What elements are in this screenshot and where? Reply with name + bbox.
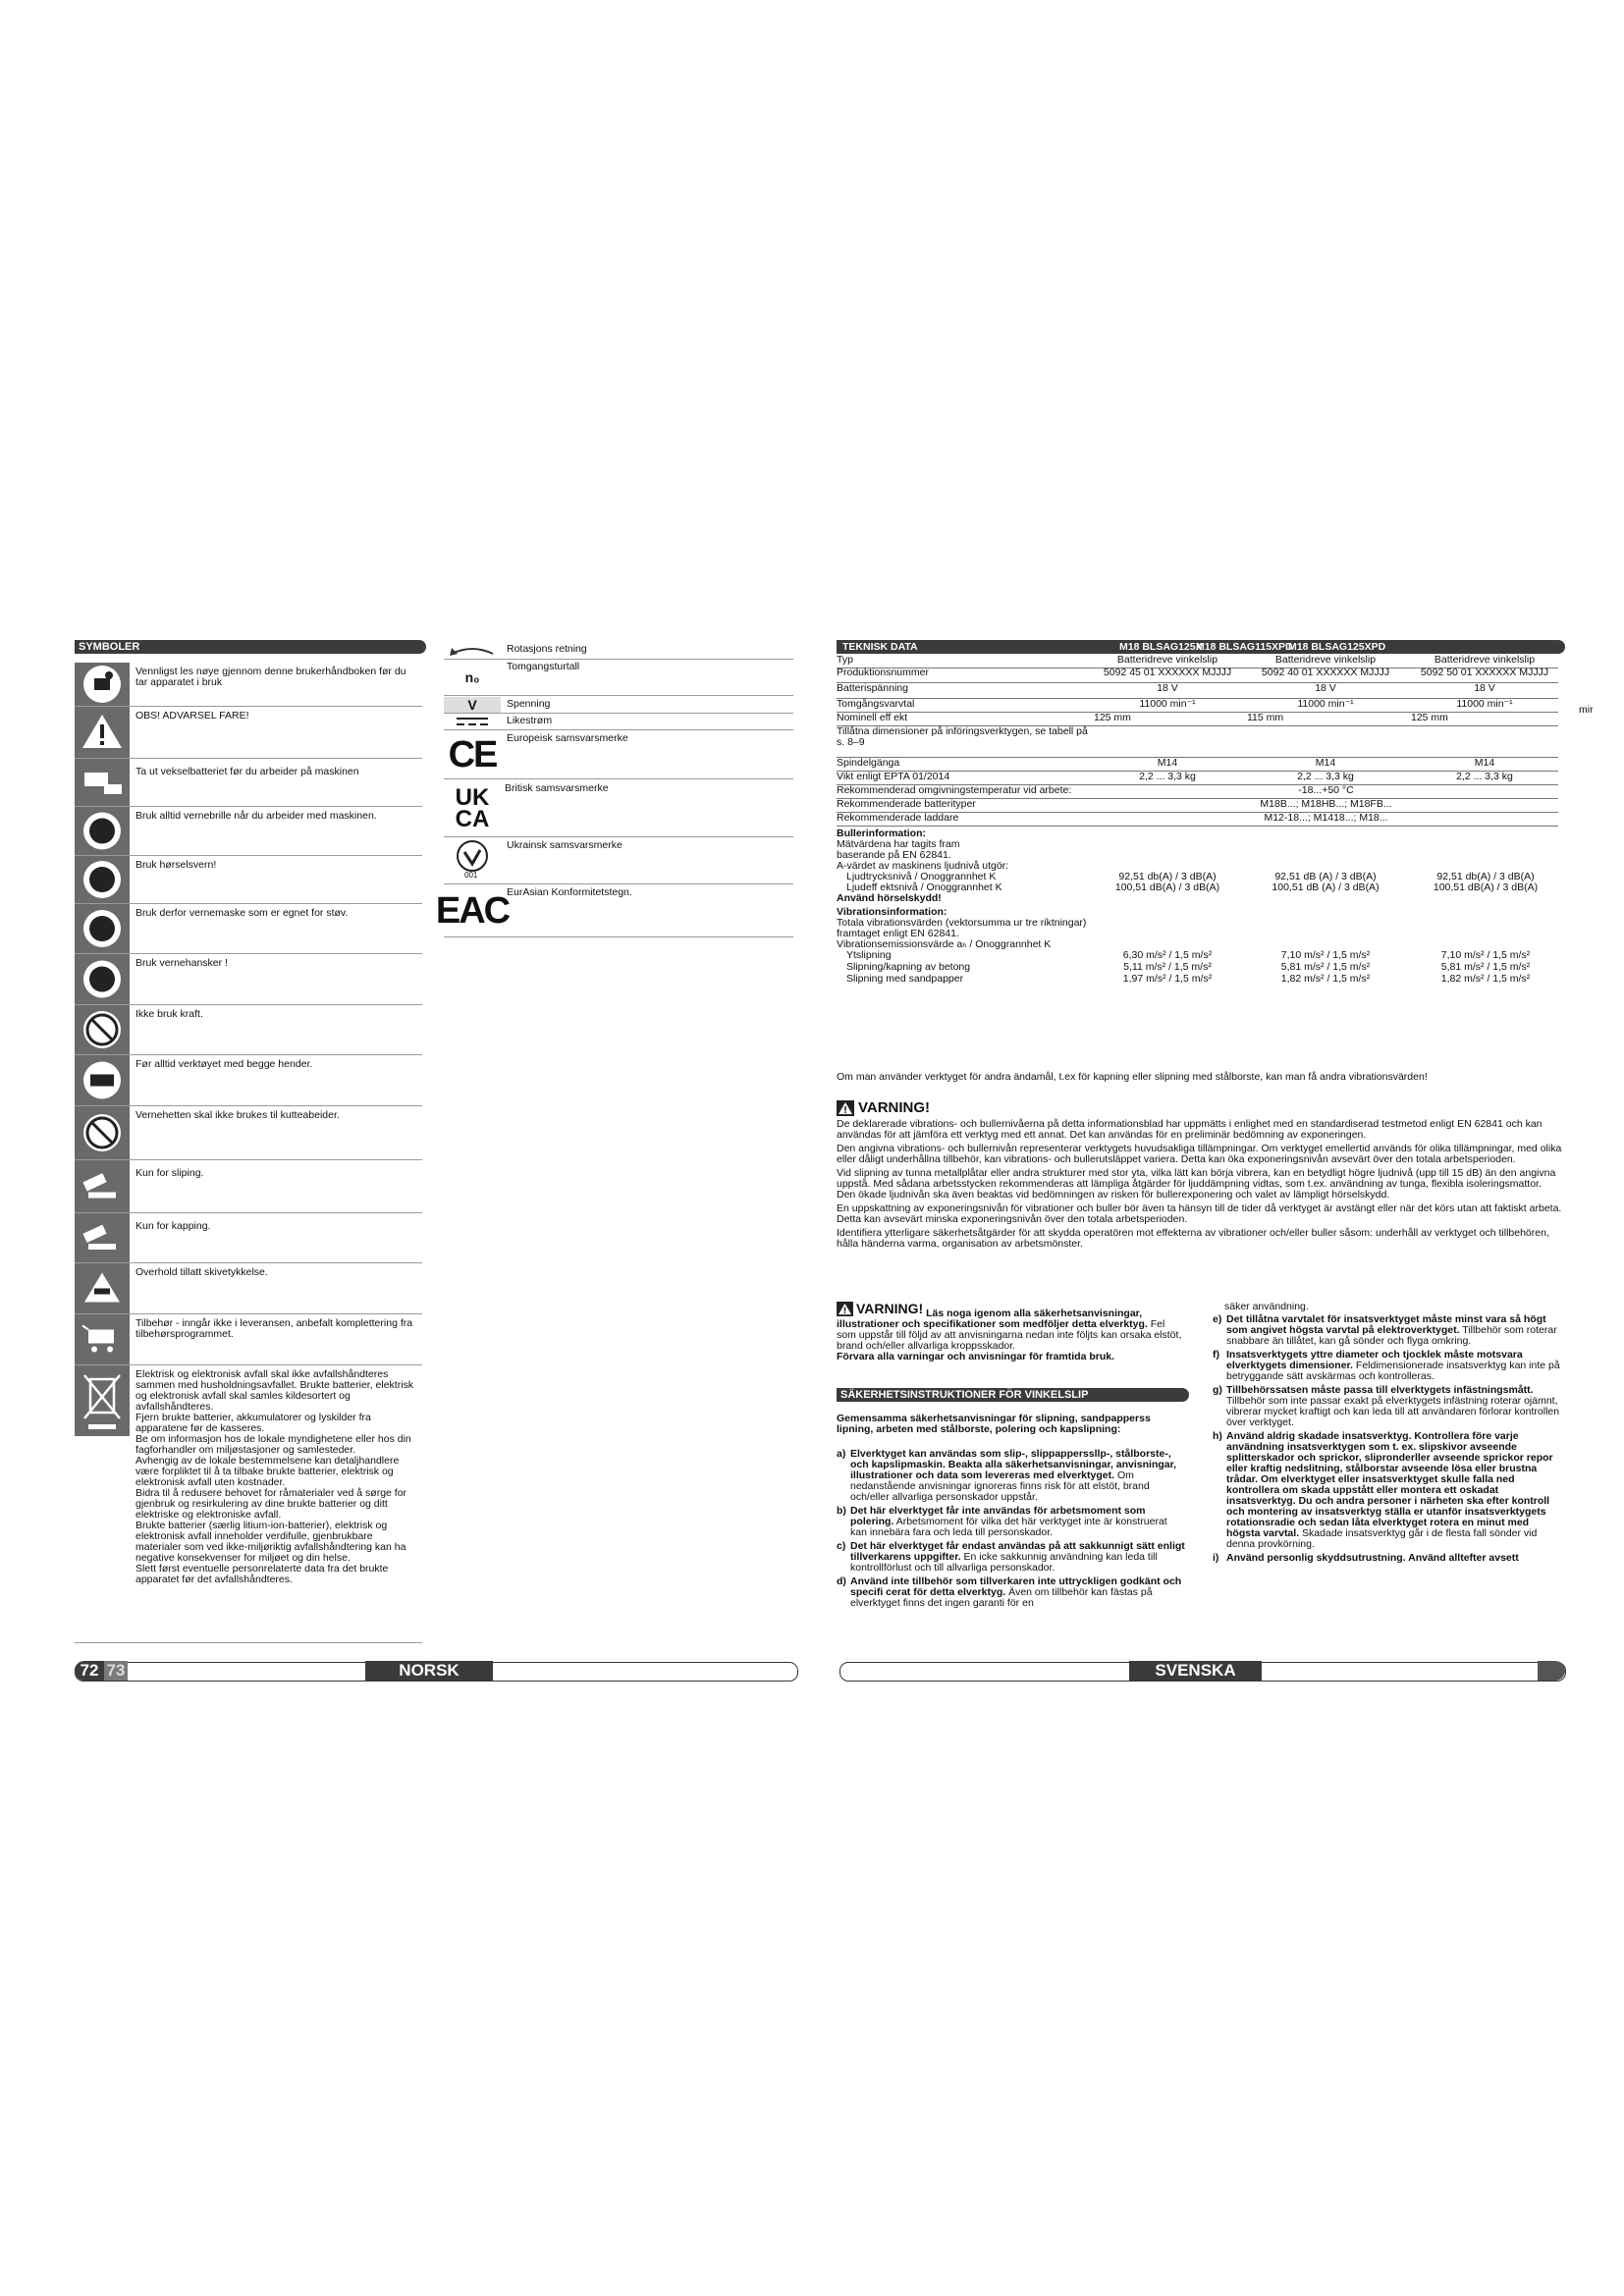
tech-value: Batteridreve vinkelslip: [1434, 654, 1536, 666]
safety-item-text: En icke sakkunnig användning kan leda till kontrollförlust och till allvarliga personskador.: [850, 1551, 1158, 1574]
safety-item-key: c): [837, 1540, 846, 1552]
safety-item-text: Tillbehör som inte passar exakt på elverktygets infästning roterar ojämnt, vibrerar mycket kraftigt och kan leda till att användaren förlorar kontrollen över verktyget.: [1226, 1395, 1560, 1428]
warning2-heading: VARNING!: [856, 1301, 924, 1316]
language-label-svenska: [1129, 1661, 1262, 1681]
warning-block-1: [837, 1099, 1563, 1250]
warning-paragraph: Vid slipning av tunna metallplåtar eller andra strukturer med stor yta, vilka lätt kan börja vibrera, kan en betydligt högre ljudnivå (upp till 15 dB) än den angivna uppstå. Med sådana arbetsstycken rekommenderas att lämpliga åtgärder för ljuddämpning vidtas, som t.ex. användning av tunga, flexibla isoleringsmattor. Den ökade ljudnivån ska även beaktas vid bedömningen av risken för bullerexponering och valet av lämpligt hörselskydd.: [837, 1167, 1556, 1201]
tech-label: Spindelgänga: [837, 757, 900, 769]
eac-mark-icon: [435, 885, 510, 936]
measure-value: 92,51 db(A) / 3 dB(A): [1436, 871, 1535, 882]
ukca-mark-icon: [444, 781, 501, 836]
safety-item-bold: Använd personlig skyddsutrustning. Använd alltefter avsett: [1226, 1552, 1519, 1564]
measure-value: 5,81 m/s² / 1,5 m/s²: [1280, 961, 1371, 973]
symbol-description: Likestrøm: [507, 715, 553, 726]
safety-item: [1213, 1431, 1563, 1550]
safety-item: [1213, 1553, 1563, 1564]
tech-value: M14: [1315, 757, 1336, 769]
noise-row-label: Ljudtrycksnivå / Onoggrannhet K: [846, 871, 997, 882]
symbol-description: Spenning: [507, 698, 551, 710]
dc-symbol-icon: [444, 714, 501, 729]
rotation-arrow-icon: [444, 642, 501, 659]
tech-value: 5092 50 01 XXXXXX MJJJJ: [1420, 667, 1549, 678]
tech-value: 125 mm: [1411, 712, 1448, 723]
symbol-glyph-text: UK CA: [455, 784, 490, 832]
warning-triangle-icon: [837, 1100, 854, 1116]
safety-item: [837, 1449, 1185, 1503]
symbol-glyph-text: CE: [448, 733, 497, 775]
stray-text: mir: [1579, 704, 1594, 716]
warning-paragraph: Den angivna vibrations- och bullernivån representerar verktygets huvudsakliga tillämpningar. Om verktyget emellertid används för olika tillämpningar, med olika eller dåligt underhållna tillbehör, kan vibrations- och bullerutsläppet variera. Detta kan öka exponeringsnivån avsevärt över den totala arbetsperioden.: [837, 1143, 1562, 1165]
symbol-description: Britisk samsvarsmerke: [505, 782, 609, 794]
tech-value: 18 V: [1315, 682, 1336, 694]
weee-bin-icon: [75, 1365, 130, 1436]
tech-value: 125 mm: [1094, 712, 1131, 723]
symbol-row: [75, 759, 422, 807]
symbol-row: [75, 1213, 422, 1263]
tech-table-row: [837, 813, 1558, 827]
no-cutting-guard-icon: [75, 1106, 130, 1159]
ce-mark-icon: [444, 731, 501, 778]
safety-item-bold: Elverktyget kan användas som slip-, slippapperssllp-, stålborste-, och kapslipmaskin. Beakta alla säkerhetsanvisningar, anvisningar, illustrationer och data som levereras med elverktyget.: [850, 1448, 1177, 1481]
symbol-description: OBS! ADVARSEL FARE!: [135, 710, 249, 721]
tech-table-row: [837, 699, 1558, 713]
symbol-description: Ukrainsk samsvarsmerke: [507, 839, 623, 851]
symbol-row: [75, 1160, 422, 1213]
page-number-left: [75, 1661, 104, 1681]
measure-value: 100,51 dB(A) / 3 dB(A): [1114, 881, 1220, 893]
warning-triangle-icon: [837, 1302, 853, 1316]
grinding-only-icon: [75, 1160, 130, 1212]
warning-paragraph: Identifiera ytterligare säkerhetsåtgärder för att skydda operatören mot effekterna av vibrationer och/eller buller såsom: underhåll av verktyget och tillbehören, hålla händerna varma, organisation av arbetsmönster.: [837, 1227, 1549, 1250]
tech-value: 5092 45 01 XXXXXX MJJJJ: [1103, 667, 1232, 678]
safety-item-bold: Använd aldrig skadade insatsverktyg. Kontrollera före varje användning insatsverktygen som t. ex. slipskivor avseende splitterskador och sprickor, slipronderller avseende sprickor repor eller kraftig nedslitning, stålborstar avseende lösa eller brustna trådar. Om elverktyget eller insatsverktyget skulle falla ned kontrollera om skada uppstått eller montera ett oskadat insatsverktyg. Du och andra personer i närheten ska efter kontroll och montering av insatsverktyg ställa er utanför insatsverktygets rotationsradie och sedan låta elverktyget rotera en minut med högsta varvtal.: [1226, 1430, 1553, 1539]
safety-item-key: g): [1213, 1384, 1222, 1396]
noise-warning: Använd hörselskydd!: [837, 892, 942, 904]
symbol-description: Vernehetten skal ikke brukes til kutteabeider.: [135, 1109, 340, 1121]
tech-value: 5092 40 01 XXXXXX MJJJJ: [1261, 667, 1390, 678]
vibration-row-label: Slipning med sandpapper: [846, 973, 964, 985]
page-number-left-b-text: 73: [106, 1661, 126, 1680]
cart-icon: [75, 1314, 130, 1364]
symbol-row: [444, 714, 793, 730]
tech-value-span: M12-18...; M1418...; M18...: [1264, 812, 1388, 824]
remove-battery-icon: [75, 759, 130, 806]
tech-value: M14: [1474, 757, 1495, 769]
symbol-description: Elektrisk og elektronisk avfall skal ikke avfallshåndteres sammen med husholdningsavfallet. Brukte batterier, elektrisk og elektronisk avfall skal samles kildesortert og avfallshåndteres. Fjern brukte batterier, akkumulatorer og lyskilder fra apparatene før de kasseres. Be om informasjon hos de lokale myndighetene eller hos din fagforhandler om miljøstasjoner og samlesteder. Avhengig av de lokale bestemmelsene kan detaljhandlere være forpliktet til å ta tilbake brukte batterier, elektrisk og elektronisk avfall uten kostnader. Bidra til å redusere behovet for råmaterialer ved å sørge for gjenbruk og resirkulering av dine brukte batterier og ditt elektriske og elektroniske avfall. Brukte batterier (særlig litium-ion-batterier), elektrisk og elektronisk avfall inneholder verdifulle, gjenbrukbare materialer som ved ikke-miljøriktig avfallshåndtering kan ha negative konsekvenser for miljøet og din helse. Slett først eventuelle personrelaterte data fra det brukte apparatet før det avfallshåndteres.: [135, 1368, 414, 1585]
tech-data-header: [837, 640, 1565, 654]
symbol-description: Kun for kapping.: [135, 1220, 211, 1232]
noise-line: A-värdet av maskinens ljudnivå utgör:: [837, 860, 1009, 872]
safety-item-text: Feldimensionerade insatsverktyg kan inte på betryggande sätt avskärmas och kontrolleras.: [1226, 1360, 1560, 1382]
symbol-description: Europeisk samsvarsmerke: [507, 732, 628, 744]
safety-continued: säker användning.: [1224, 1301, 1309, 1312]
symbol-row: [444, 731, 793, 779]
page-number-left-b: [104, 1661, 128, 1681]
safety-item-key: d): [837, 1575, 846, 1587]
warning2-text: Läs noga igenom alla säkerhetsanvisningar, illustrationer och specifikationer som medföljer detta elverktyg.: [837, 1308, 1148, 1330]
measure-value: 92,51 db(A) / 3 dB(A): [1118, 871, 1217, 882]
tech-value: 18 V: [1474, 682, 1495, 694]
two-hands-icon: [75, 1055, 130, 1105]
ua-mark-number: 001: [464, 871, 478, 880]
tech-label: Rekommenderade laddare: [837, 812, 959, 824]
symbol-description: Overhold tillatt skivetykkelse.: [135, 1266, 268, 1278]
tech-label: Produktionsnummer: [837, 667, 929, 678]
symbol-glyph-text: V: [467, 697, 477, 713]
tech-label: Vikt enligt EPTA 01/2014: [837, 771, 950, 782]
tech-value: 11000 min⁻¹: [1456, 698, 1513, 710]
symbol-row: [75, 1106, 422, 1160]
tech-table-row: [837, 772, 1558, 785]
symbol-description: Bruk derfor vernemaske som er egnet for støv.: [135, 907, 349, 919]
tech-value: 18 V: [1157, 682, 1178, 694]
language-label-norsk: [365, 1661, 493, 1681]
safety-heading: [837, 1388, 1189, 1402]
noise-line: Mätvärdena har tagits fram baserande på EN 62841.: [837, 838, 960, 861]
safety-item-key: i): [1213, 1552, 1219, 1564]
symbol-glyph-text: EAC: [435, 889, 510, 932]
safety-item: [837, 1506, 1185, 1538]
tech-table-row: [837, 799, 1558, 813]
gloves-icon: [75, 954, 130, 1004]
safety-item-bold: Det här elverktyget får inte användas för arbetsmoment som polering.: [850, 1505, 1146, 1527]
safety-glasses-icon: [75, 807, 130, 855]
model-3: M18 BLSAG125XPD: [1288, 641, 1386, 653]
language-label-svenska-text: SVENSKA: [1155, 1661, 1236, 1680]
symbol-description: Vennligst les nøye gjennom denne brukerhåndboken før du tar apparatet i bruk: [135, 666, 406, 688]
symbol-description: Tilbehør - inngår ikke i leveransen, anbefalt komplettering fra tilbehørsprogrammet.: [135, 1317, 413, 1340]
noise-heading: Bullerinformation:: [837, 828, 926, 839]
tech-label: Batterispänning: [837, 682, 908, 694]
symbols-heading-text: SYMBOLER: [79, 641, 140, 653]
language-label-norsk-text: NORSK: [399, 1661, 460, 1680]
disc-thickness-icon: [75, 1263, 130, 1313]
tech-value: 11000 min⁻¹: [1139, 698, 1196, 710]
safety-item-bold: Tillbehörssatsen måste passa till elverktygets infästningsmått.: [1226, 1384, 1534, 1396]
noise-row-label: Ljudeff ektsnivå / Onoggrannhet K: [846, 881, 1002, 893]
vibration-note: Om man använder verktyget för andra ändamål, t.ex för kapning eller slipning med stålborste, kan man få andra vibrationsvärden!: [837, 1071, 1428, 1083]
tech-value: 2,2 ... 3,3 kg: [1139, 771, 1196, 782]
vibration-row-label: Ytslipning: [846, 949, 892, 961]
tech-value: 2,2 ... 3,3 kg: [1456, 771, 1513, 782]
symbol-row: [75, 663, 422, 707]
dust-mask-icon: [75, 904, 130, 953]
measure-value: 100,51 dB (A) / 3 dB(A): [1272, 881, 1380, 893]
tech-value-span: -18...+50 °C: [1298, 784, 1354, 796]
measure-value: 5,81 m/s² / 1,5 m/s²: [1440, 961, 1531, 973]
tech-label: Tillåtna dimensioner på införingsverktygen, se tabell på s. 8–9: [837, 725, 1088, 748]
warning-heading: VARNING!: [858, 1099, 931, 1116]
warning-paragraph: De deklarerade vibrations- och bullernivåerna på detta informationsblad har uppmätts i enlighet med en standardiserad testmetod enligt EN 62841 och kan användas för att jämföra ett verktyg med ett annat. Det kan användas för en preliminär bedömning av exponeringen.: [837, 1118, 1543, 1141]
no-force-icon: [75, 1005, 130, 1054]
ua-mark-icon: [444, 838, 501, 883]
safety-item: [1213, 1385, 1563, 1428]
safety-item-key: b): [837, 1505, 846, 1517]
symbol-description: Bruk vernehansker !: [135, 957, 228, 969]
symbol-description: Før alltid verktøyet med begge hender.: [135, 1058, 313, 1070]
vibration-line: Vibrationsemissionsvärde aₕ / Onoggrannhet K: [837, 938, 1052, 950]
symbol-description: Bruk hørselsvern!: [135, 859, 217, 871]
symbol-description: Kun for sliping.: [135, 1167, 204, 1179]
tech-label: Typ: [837, 654, 853, 666]
symbol-row: [75, 1055, 422, 1106]
tech-table-row: [837, 683, 1558, 699]
warning-paragraph: En uppskattning av exponeringsnivån för vibrationer och buller bör även ta hänsyn till de tider då verktyget är avstängt eller när det körs utan att faktiskt arbeta. Detta kan avsevärt minska exponeringsnivån över den totala arbetsperioden.: [837, 1202, 1562, 1225]
symbol-row: [444, 642, 793, 660]
vibration-line: Totala vibrationsvärden (vektorsumma ur tre riktningar) framtaget enligt EN 62841.: [837, 917, 1087, 939]
measure-value: 5,11 m/s² / 1,5 m/s²: [1123, 961, 1212, 973]
measure-value: 6,30 m/s² / 1,5 m/s²: [1122, 949, 1213, 961]
safety-item-key: f): [1213, 1349, 1219, 1361]
symbol-description: Bruk alltid vernebrille når du arbeider med maskinen.: [135, 810, 377, 822]
symbol-description: Ta ut vekselbatteriet før du arbeider på maskinen: [135, 766, 359, 777]
safety-intro: Gemensamma säkerhetsanvisningar för slipning, sandpapperss lipning, arbeten med stålborste, polering och kapslipning:: [837, 1413, 1151, 1435]
cutting-only-icon: [75, 1213, 130, 1262]
tech-table-row: [837, 726, 1558, 758]
safety-heading-text: SÄKERHETSINSTRUKTIONER FÖR VINKELSLIP: [840, 1389, 1089, 1401]
measure-value: 1,82 m/s² / 1,5 m/s²: [1280, 973, 1371, 985]
safety-item-bold: Det här elverktyget får endast användas på att sakkunnigt sätt enligt tillverkarens uppgifter.: [850, 1540, 1185, 1563]
tech-table-row: [837, 667, 1558, 683]
symbol-row: [75, 807, 422, 856]
safety-item: [837, 1541, 1185, 1574]
vibration-row-label: Slipning/kapning av betong: [846, 961, 971, 973]
tech-label: Rekommenderad omgivningstemperatur vid arbete:: [837, 784, 1072, 796]
safety-item: [837, 1576, 1185, 1609]
safety-item-text: Även om tillbehör kan fästas på elverktyget finns det ingen garanti för en: [850, 1586, 1153, 1609]
tech-data-heading: TEKNISK DATA: [842, 641, 918, 653]
symbol-row: [444, 781, 793, 837]
symbol-row: [75, 954, 422, 1005]
safety-item-bold: Använd inte tillbehör som tillverkaren inte uttryckligen godkänt och specifi cerat för detta elverktyg.: [850, 1575, 1182, 1598]
measure-value: 7,10 m/s² / 1,5 m/s²: [1280, 949, 1371, 961]
symbol-glyph: [444, 697, 501, 713]
symbol-row: [75, 1263, 422, 1314]
safety-item: [1213, 1314, 1563, 1347]
symbol-description: EurAsian Konformitetstegn.: [507, 886, 632, 898]
measure-value: 100,51 dB(A) / 3 dB(A): [1433, 881, 1539, 893]
symbol-description: Tomgangsturtall: [507, 661, 580, 672]
hearing-protection-icon: [75, 856, 130, 903]
safety-item: [1213, 1350, 1563, 1382]
tech-table-row: [837, 758, 1558, 772]
symbol-row: [75, 707, 422, 759]
safety-item-text: Tillbehör som roterar snabbare än tillåtet, kan gå sönder och flyga omkring.: [1226, 1324, 1557, 1347]
symbol-row: [75, 1365, 422, 1643]
symbol-row: [75, 1005, 422, 1055]
safety-item-key: h): [1213, 1430, 1222, 1442]
tech-value: Batteridreve vinkelslip: [1274, 654, 1377, 666]
safety-item-text: Arbetsmoment för vilka det här verktyget inte är konstruerat kan innebära fara och leda till personskador.: [850, 1516, 1167, 1538]
vibration-heading: Vibrationsinformation:: [837, 906, 947, 918]
safety-item-bold: Insatsverktygets yttre diameter och tjocklek måste motsvara elverktygets dimensioner.: [1226, 1349, 1523, 1371]
symbol-row: [435, 885, 793, 937]
measure-value: 92,51 dB (A) / 3 dB(A): [1274, 871, 1377, 882]
tech-value: M14: [1157, 757, 1178, 769]
symbol-row: [75, 856, 422, 904]
tech-label: Rekommenderade batterityper: [837, 798, 976, 810]
safety-item-text: Skadade insatsverktyg går i de flesta fall sönder vid denna provkörning.: [1226, 1527, 1538, 1550]
symbol-glyph: [444, 660, 501, 695]
tech-label: Nominell eff ekt: [837, 712, 908, 723]
model-1: M18 BLSAG125X: [1119, 641, 1203, 653]
tech-value: 2,2 ... 3,3 kg: [1297, 771, 1354, 782]
tech-value: 11000 min⁻¹: [1297, 698, 1354, 710]
symbol-description: Rotasjons retning: [507, 643, 587, 655]
symbol-description: Ikke bruk kraft.: [135, 1008, 203, 1020]
read-manual-icon: [75, 663, 130, 706]
symbol-row: [75, 904, 422, 954]
warning-block-2: [837, 1302, 1185, 1362]
tech-table-row: [837, 785, 1558, 799]
measure-value: 1,97 m/s² / 1,5 m/s²: [1122, 973, 1213, 985]
symbols-heading: [75, 640, 426, 654]
symbol-row: [444, 838, 793, 884]
safety-item-key: a): [837, 1448, 846, 1460]
tech-value: Batteridreve vinkelslip: [1116, 654, 1218, 666]
measure-value: 1,82 m/s² / 1,5 m/s²: [1440, 973, 1531, 985]
warning2-rest: Fel som uppstår till följd av att anvisningarna nedan inte följts kan orsaka elstöt, brand och/eller allvarliga kroppsskador.: [837, 1318, 1182, 1352]
page-number-left-text: 72: [80, 1661, 99, 1680]
safety-item-bold: Det tillåtna varvtalet för insatsverktyget måste minst vara så högt som angivet högsta varvtal på elektroverktyget.: [1226, 1313, 1546, 1336]
symbol-row: [75, 1314, 422, 1365]
measure-value: 7,10 m/s² / 1,5 m/s²: [1440, 949, 1531, 961]
warning2-keep: Förvara alla varningar och anvisningar för framtida bruk.: [837, 1351, 1114, 1362]
warning-triangle-icon: [75, 707, 130, 758]
symbol-row: [444, 660, 793, 696]
footer-right-cap: [1538, 1661, 1565, 1681]
tech-table-row: [837, 713, 1558, 726]
symbol-glyph-text: n₀: [464, 669, 480, 685]
symbol-row: [444, 697, 793, 714]
tech-label: Tomgångsvarvtal: [837, 698, 915, 710]
model-2: M18 BLSAG115XPD: [1196, 641, 1293, 653]
tech-value-span: M18B...; M18HB...; M18FB...: [1260, 798, 1392, 810]
safety-item-text: Om nedanstående anvisningar ignoreras finns risk för att elstöt, brand och/eller allvarliga personskador uppstår.: [850, 1469, 1150, 1503]
safety-item-key: e): [1213, 1313, 1222, 1325]
tech-value: 115 mm: [1247, 712, 1284, 723]
